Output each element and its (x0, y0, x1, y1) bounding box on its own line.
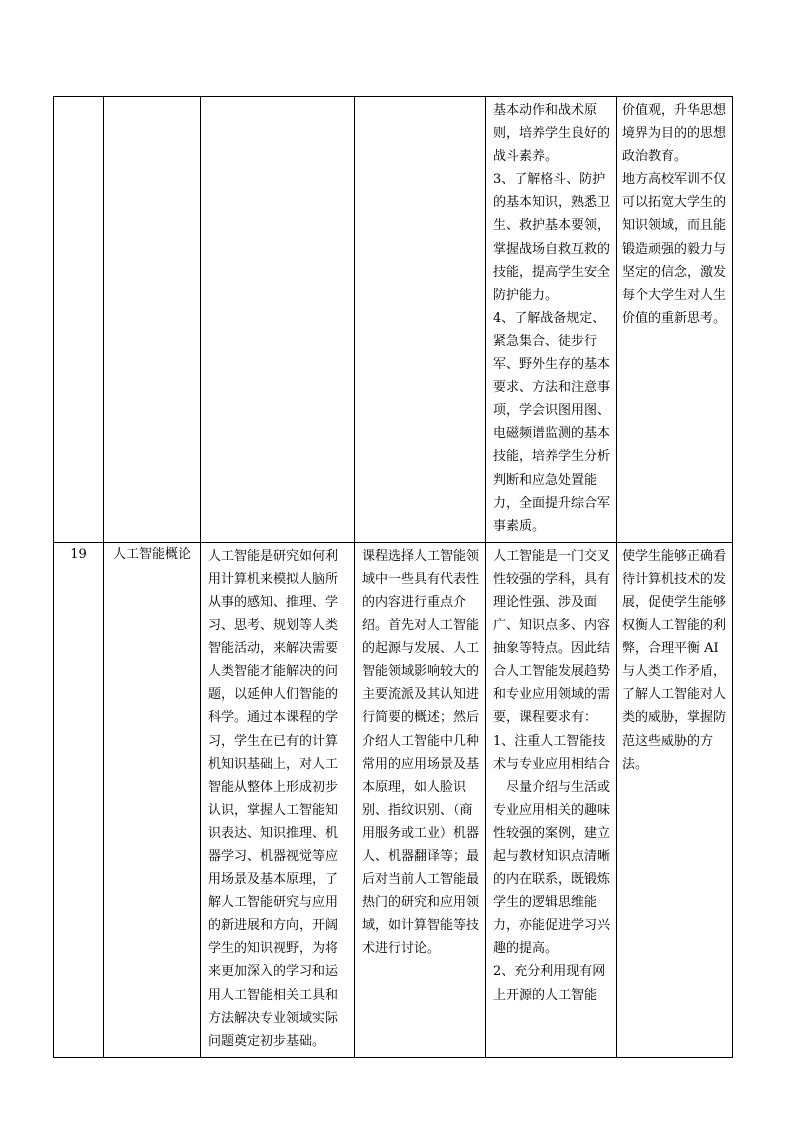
course-objective-cell (201, 97, 355, 543)
number-cell (54, 97, 104, 543)
number-cell (54, 542, 104, 1057)
table-row (54, 542, 733, 1057)
course-requirement-cell (486, 542, 617, 1057)
ideological-element-text: 使学生能够正确看待计算机技术的发展，促使学生能够权衡人工智能的利弊，合理平衡 AI 与人类工作矛盾，了解人工智能对人类的威胁，掌握防范这些威胁的方法。 (622, 548, 727, 772)
course-name: 人工智能概论 (112, 546, 191, 562)
course-name-cell (104, 97, 201, 543)
course-requirement-text: 人工智能是一门交叉性较强的学科，具有理论性强、涉及面广、知识点多、内容抽象等特点。因此结合人工智能发展趋势和专业应用领域的需要，课程要求有： 1、注重人工智能技术与专业应用相结合 尽量介绍与生活或专业应用相关的趣味性较强的案例，建立起与教材知识点清晰的内在联系，既锻炼学生的逻辑思维能力，亦能促进学习兴趣的提高。 2、充分利用现有网上开源的人工智能 (493, 548, 611, 1003)
course-objective-text: 人工智能是研究如何利用计算机来模拟人脑所从事的感知、推理、学习、思考、规划等人类智能活动，来解决需要人类智能才能解决的问题，以延伸人们智能的科学。通过本课程的学习，学生在已有的计算机知识基础上，对人工智能从整体上形成初步认识，掌握人工智能知识表达、知识推理、机器学习、机器视觉等应用场景及基本原理，了解人工智能研究与应用的新进展和方向，开阔学生的知识视野，为将来更加深入的学习和运用人工智能相关工具和方法解决专业领域实际问题奠定初步基础。 (208, 548, 339, 1049)
course-table (53, 96, 733, 1058)
course-content-text: 课程选择人工智能领域中一些具有代表性的内容进行重点介绍。首先对人工智能的起源与发展、人工智能领域影响较大的主要流派及其认知进行简要的概述；然后介绍人工智能中几种常用的应用场景及基本原理，如人脸识别、指纹识别、（商用服务或工业）机器人、机器翻译等；最后对当前人工智能最热门的研究和应用领域，如计算智能等技术进行讨论。 (362, 548, 480, 957)
ideological-element-text: 价值观，升华思想境界为目的的思想政治教育。 地方高校军训不仅可以拓宽大学生的知识领域，而且能锻造顽强的毅力与坚定的信念，激发每个大学生对人生价值的重新思考。 (622, 103, 727, 326)
course-objective-cell (201, 542, 355, 1057)
table-row (54, 97, 733, 543)
ideological-element-cell (617, 542, 733, 1057)
course-requirement-cell (486, 97, 617, 543)
ideological-element-cell (617, 97, 733, 543)
course-name-cell (104, 542, 201, 1057)
course-requirement-text: 基本动作和战术原则，培养学生良好的战斗素养。 3、了解格斗、防护的基本知识，熟悉卫生、救护基本要领，掌握战场自救互救的技能，提高学生安全防护能力。 4、了解战备规定、紧急集合、徒步行军、野外生存的基本要求、方法和注意事项，学会识图用图、电磁频谱监测的基本技能，培养学生分析判断和应急处置能力，全面提升综合军事素质。 (493, 103, 611, 534)
course-content-cell (355, 97, 486, 543)
course-number: 19 (70, 546, 87, 562)
course-content-cell (355, 542, 486, 1057)
